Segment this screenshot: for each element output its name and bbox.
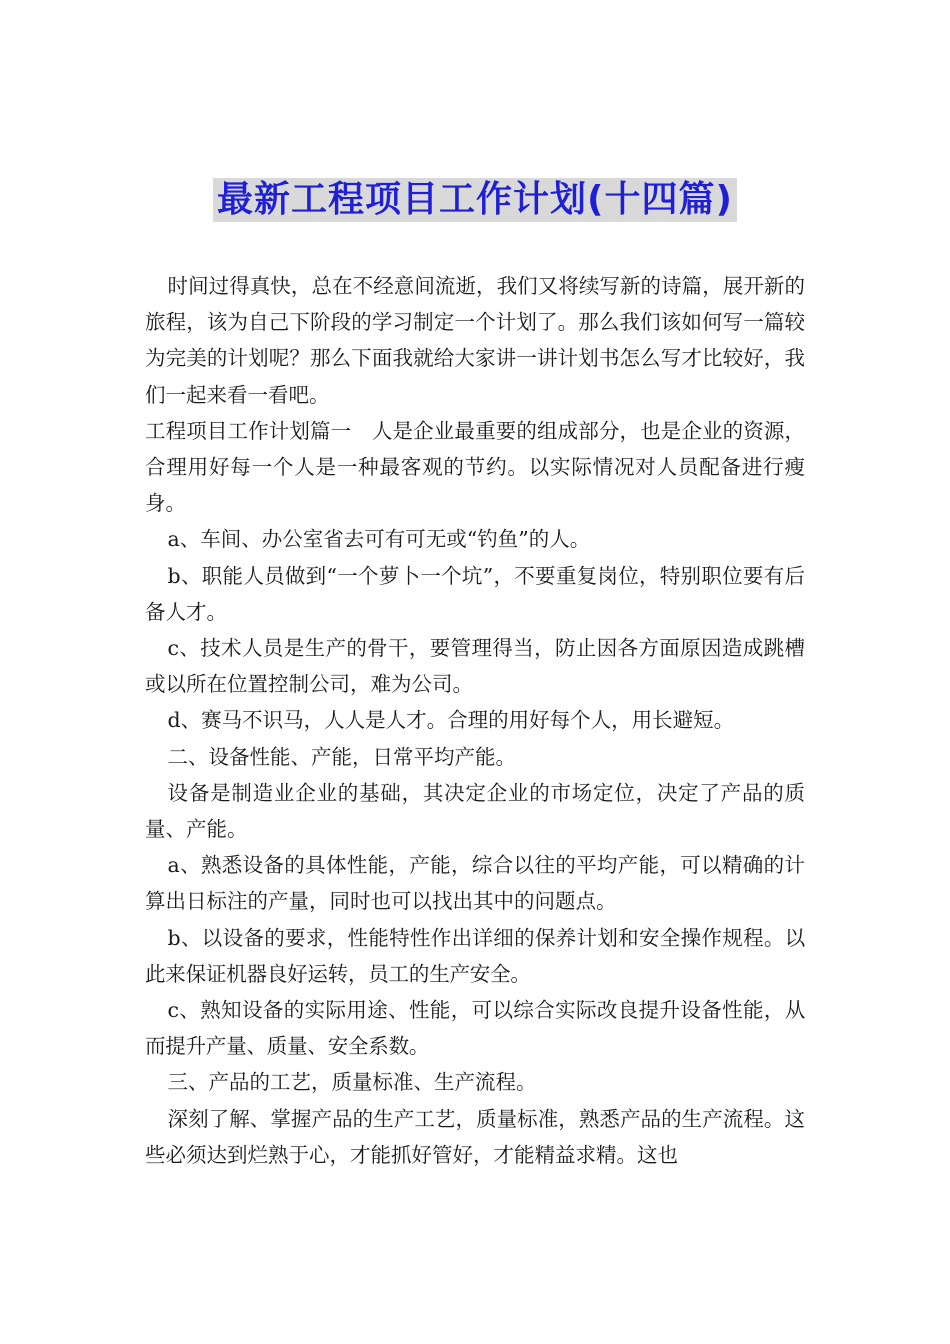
paragraph-equipment-b: b、以设备的要求，性能特性作出详细的保养计划和安全操作规程。以此来保证机器良好运转，员工的生产安全。: [145, 925, 805, 986]
paragraph-item-b: b、职能人员做到“一个萝卜一个坑”，不要重复岗位，特别职位要有后备人才。: [145, 563, 805, 624]
paragraph-heading-2: 二、设备性能、产能，日常平均产能。: [167, 744, 517, 769]
paragraph-section-1: 工程项目工作计划篇一 人是企业最重要的组成部分，也是企业的资源，合理用好每一个人是一种最客观的节约。以实际情况对人员配备进行瘦身。: [145, 418, 805, 516]
paragraph-process: 深刻了解、掌握产品的生产工艺，质量标准，熟悉产品的生产流程。这些必须达到烂熟于心，才能抓好管好，才能精益求精。这也: [145, 1106, 805, 1167]
title-container: [0, 178, 950, 222]
paragraph-heading-3: 三、产品的工艺，质量标准、生产流程。: [167, 1070, 537, 1095]
paragraph-intro: 时间过得真快，总在不经意间流逝，我们又将续写新的诗篇，展开新的旅程，该为自己下阶段的学习制定一个计划了。那么我们该如何写一篇较为完美的计划呢？那么下面我就给大家讲一讲计划书怎么写才比较好，我们一起来看一看吧。: [145, 274, 805, 407]
paragraph-equipment: 设备是制造业企业的基础，其决定企业的市场定位，决定了产品的质量、产能。: [145, 780, 805, 842]
paragraph-item-a: a、车间、办公室省去可有可无或“钓鱼”的人。: [167, 527, 591, 552]
document-title: 最新工程项目工作计划(十四篇): [213, 178, 737, 222]
paragraph-equipment-a: a、熟悉设备的具体性能，产能，综合以往的平均产能，可以精确的计算出日标注的产量，同时也可以找出其中的问题点。: [145, 853, 805, 914]
paragraph-item-d: d、赛马不识马，人人是人才。合理的用好每个人，用长避短。: [167, 708, 735, 733]
document-body: [145, 268, 805, 1173]
paragraph-item-c: c、技术人员是生产的骨干，要管理得当，防止因各方面原因造成跳槽或以所在位置控制公司，难为公司。: [145, 636, 805, 697]
paragraph-equipment-c: c、熟知设备的实际用途、性能，可以综合实际改良提升设备性能，从而提升产量、质量、安全系数。: [145, 998, 805, 1059]
